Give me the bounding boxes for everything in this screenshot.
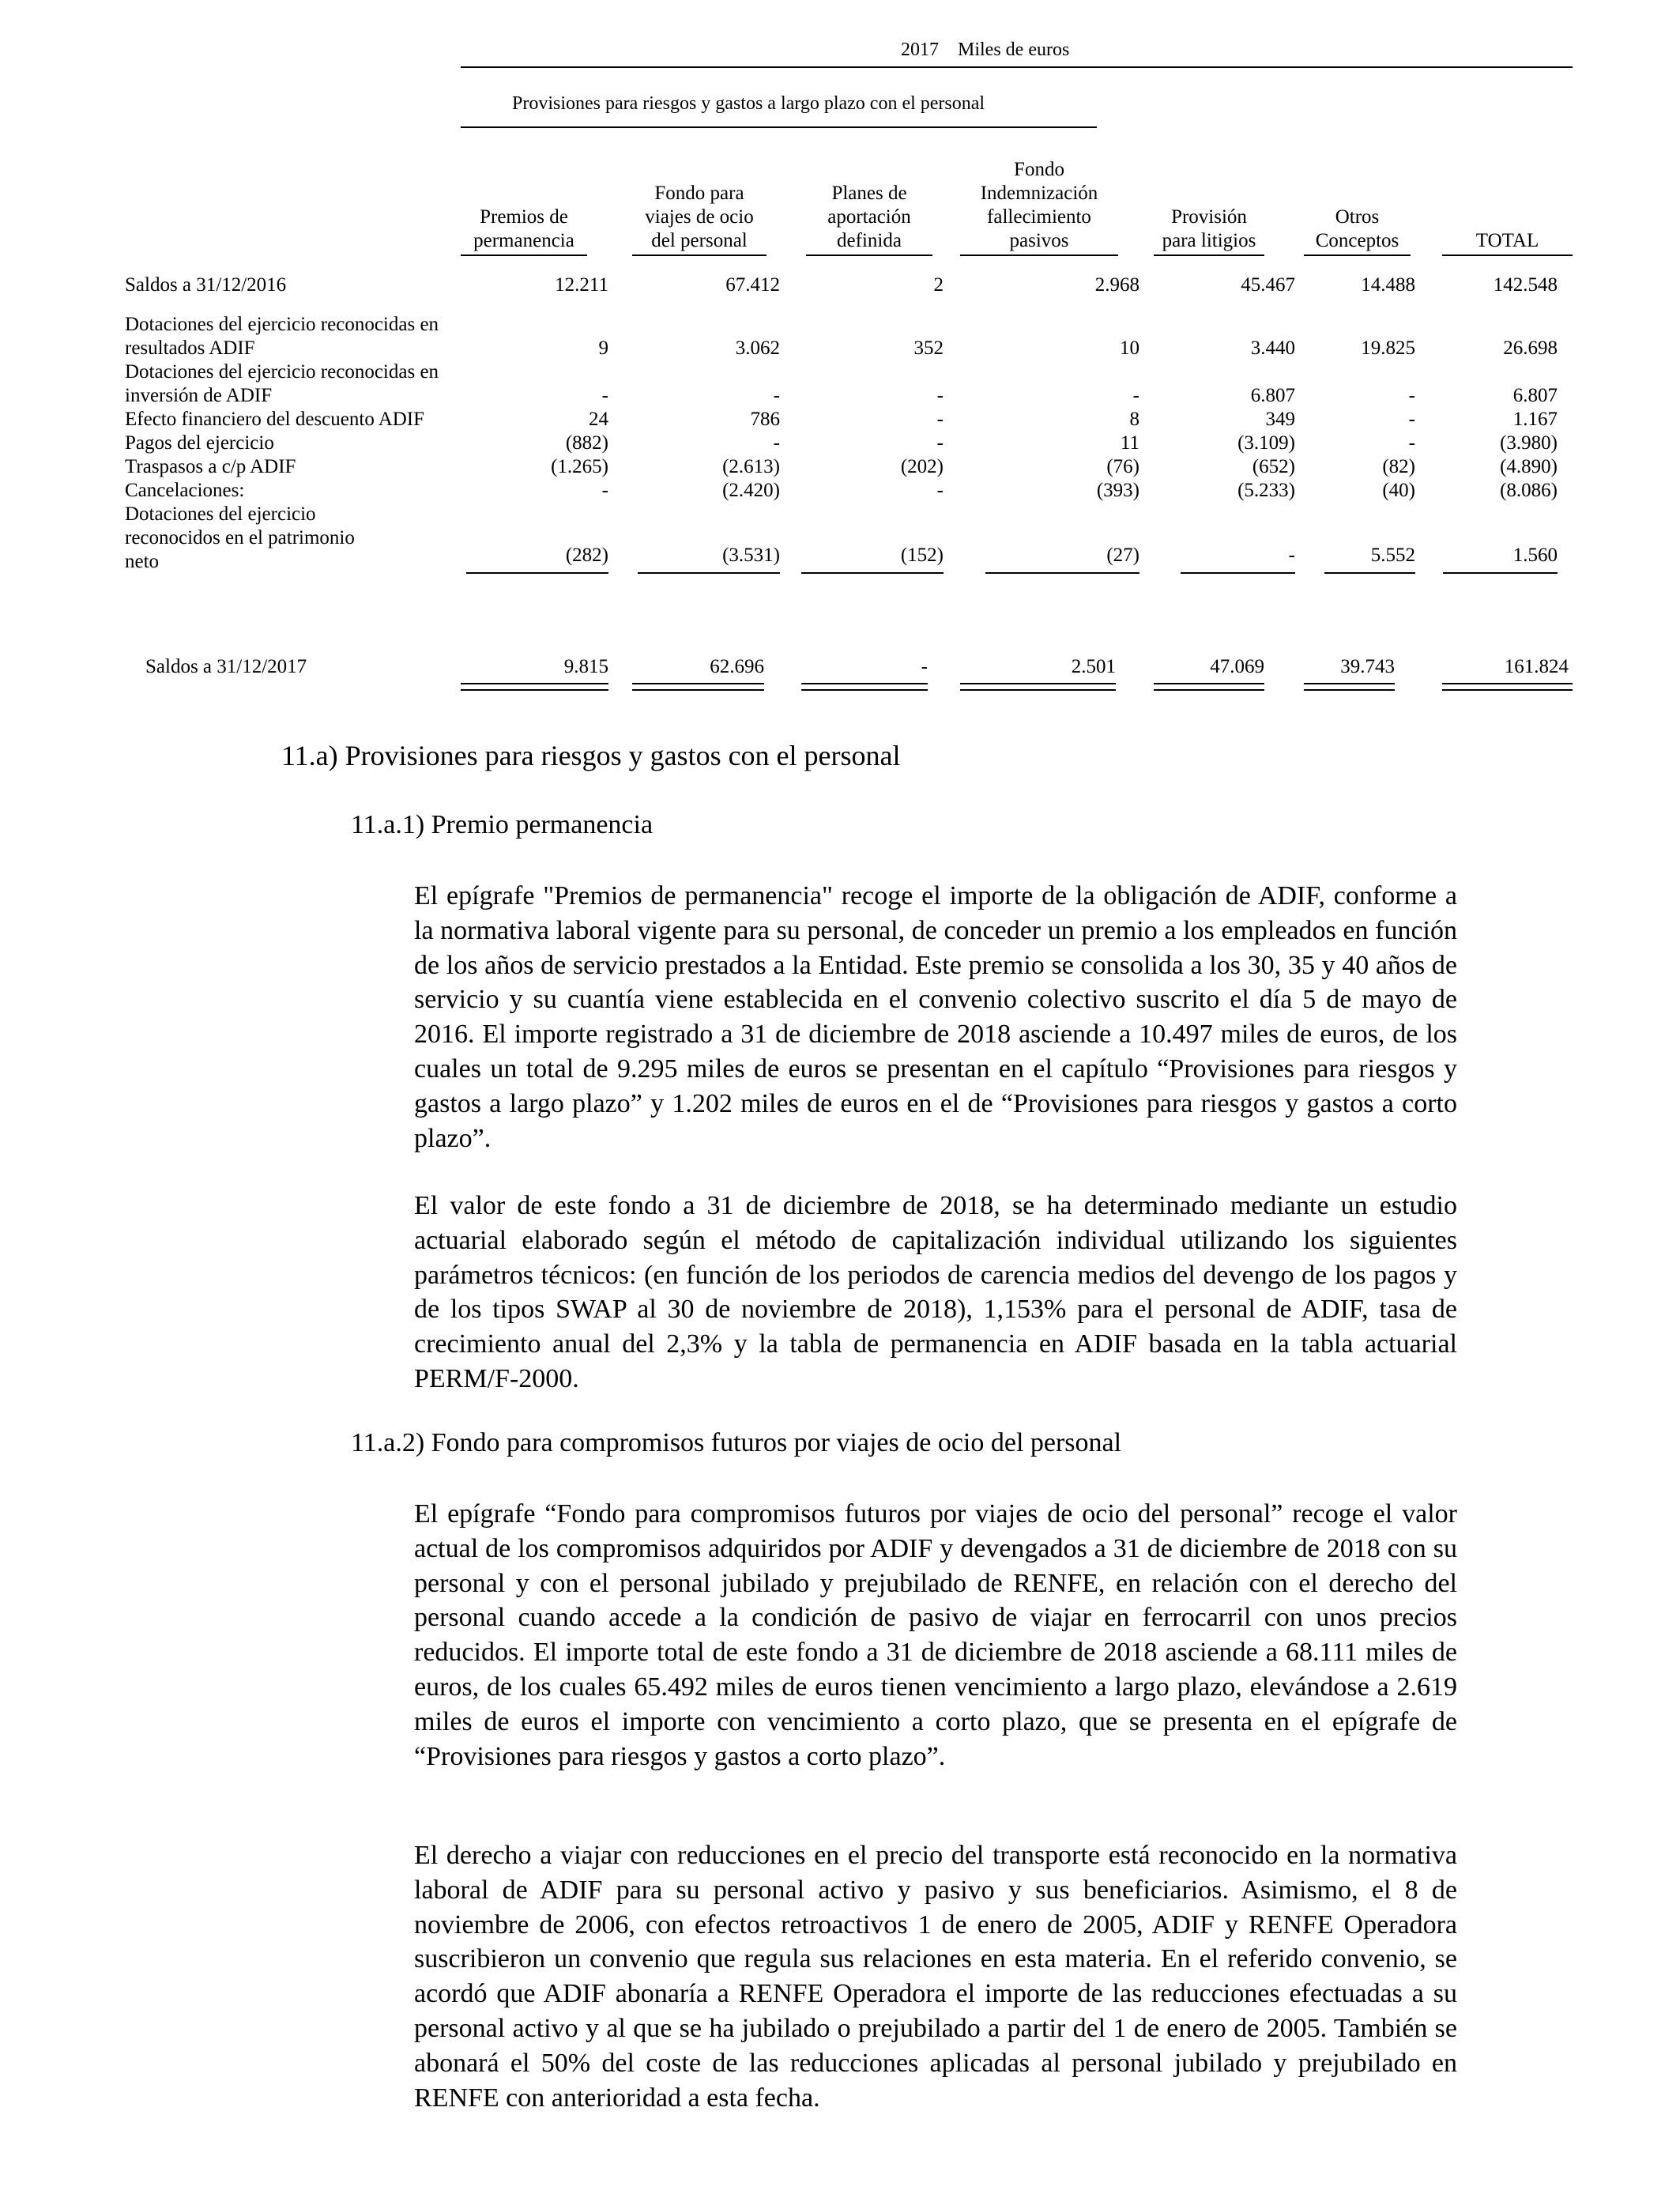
double-rule [1154,683,1264,691]
provisions-table [125,273,1558,574]
table-row: Dotaciones del ejercicio reconocidas en resultados ADIF 9 3.062 352 10 3.440 19.825 26.698 [125,314,1558,359]
paragraph: El epígrafe "Premios de permanencia" recoge el importe de la obligación de ADIF, conforme a la normativa laboral vigente para su personal, de conceder un premio a los empleados en función de los años de servicio prestados a la Entidad. Este premio se consolida a los 30, 35 y 40 años de servicio y su cuantía viene establecida en el convenio colectivo suscrito el día 5 de mayo de 2016. El importe registrado a 31 de diciembre de 2018 asciende a 10.497 miles de euros, de los cuales un total de 9.295 miles de euros se presentan en el capítulo “Provisiones para riesgos y gastos a largo plazo” y 1.202 miles de euros en el de “Provisiones para riesgos y gastos a corto plazo”. [414,881,1457,1153]
header-rule [461,66,1573,68]
total-value: 161.824 [1504,656,1569,677]
paragraph: El derecho a viajar con reducciones en el precio del transporte está reconocido en la normativa laboral de ADIF para su personal activo y pasivo y sus beneficiarios. Asimismo, el 8 de noviembre de 2006, con efectos retroactivos 1 de enero de 2005, ADIF y RENFE Operadora suscribieron un convenio que regula sus relaciones en esta materia. En el referido convenio, se acordó que ADIF abonaría a RENFE Operadora el importe de las reducciones efectuadas a su personal activo y al que se ha jubilado o prejubilado a partir del 1 de enero de 2005. También se abonará el 50% del coste de las reducciones aplicadas al personal jubilado y prejubilado en RENFE con anterioridad a esta fecha. [414,1841,1457,2113]
column-header: Premios de permanencia [461,205,587,256]
table-row: Dotaciones del ejercicio reconocidas en inversión de ADIF - - - - 6.807 - 6.807 [125,361,1558,406]
table-row: Pagos del ejercicio (882) - - 11 (3.109) - (3.980) [125,432,1558,454]
paragraph: El epígrafe “Fondo para compromisos futuros por viajes de ocio del personal” recoge el valor actual de los compromisos adquiridos por ADIF y devengados a 31 de diciembre de 2018 con su personal y con el personal jubilado y prejubilado de RENFE, en relación con el derecho del personal cuando accede a la condición de pasivo de viajar en ferrocarril con unos precios reducidos. El importe total de este fondo a 31 de diciembre de 2018 asciende a 68.111 miles de euros, de los cuales 65.492 miles de euros tienen vencimiento a largo plazo, elevándose a 2.619 miles de euros el importe con vencimiento a corto plazo, que se presenta en el epígrafe de “Provisiones para riesgos y gastos a corto plazo”. [414,1499,1457,1771]
total-value: 39.743 [1340,656,1395,677]
column-header: Fondo para viajes de ocio del personal [632,182,767,256]
group-title-rule [461,126,1097,128]
section-heading: 11.a) Provisiones para riesgos y gastos con el personal [281,740,901,771]
double-rule [1442,683,1573,691]
year-label: 2017 [901,40,939,60]
total-value: 47.069 [1210,656,1264,677]
unit-label: Miles de euros [958,40,1070,60]
total-value: 9.815 [563,656,608,677]
column-header: Planes de aportación definida [806,182,932,256]
column-header: Otros Conceptos [1304,205,1411,256]
subsection-heading: 11.a.2) Fondo para compromisos futuros por viajes de ocio del personal [351,1428,1122,1457]
paragraph: El valor de este fondo a 31 de diciembre de 2018, se ha determinado mediante un estudio actuarial elaborado según el método de capitalización individual utilizando los siguientes parámetros técnicos: (en función de los periodos de carencia medios del devengo de los pagos y de los tipos SWAP al 30 de noviembre de 2018), 1,153% para el personal de ADIF, tasa de crecimiento anual del 2,3% y la tabla de permanencia en ADIF basada en la tabla actuarial PERM/F-2000. [414,1191,1457,1393]
total-value: - [921,656,928,677]
column-header: TOTAL [1442,229,1573,256]
column-header: Fondo Indemnización fallecimiento pasivos [960,158,1118,256]
total-value: 2.501 [1071,656,1116,677]
table-row: Cancelaciones: - (2.420) - (393) (5.233) (40) (8.086) [125,480,1558,501]
double-rule [1304,683,1395,691]
double-rule [801,683,928,691]
subsection-heading: 11.a.1) Premio permanencia [351,810,654,839]
table-group-title: Provisiones para riesgos y gastos a largo plazo con el personal [512,93,985,114]
total-row-label: Saldos a 31/12/2017 [145,656,307,677]
column-header: Provisión para litigios [1154,205,1264,256]
total-value: 62.696 [710,656,764,677]
double-rule [632,683,764,691]
double-rule [960,683,1116,691]
double-rule [461,683,608,691]
table-row: Dotaciones del ejercicio reconocidos en el patrimonio neto (282) (3.531) (152) (27) - 5.552 1.560 [125,503,1558,572]
table-row: Efecto financiero del descuento ADIF 24 786 - 8 349 - 1.167 [125,409,1558,430]
table-year-header [901,40,1069,61]
table-row: Traspasos a c/p ADIF (1.265) (2.613) (202) (76) (652) (82) (4.890) [125,456,1558,477]
table-row: Saldos a 31/12/2016 12.211 67.412 2 2.968 45.467 14.488 142.548 [125,274,1558,296]
